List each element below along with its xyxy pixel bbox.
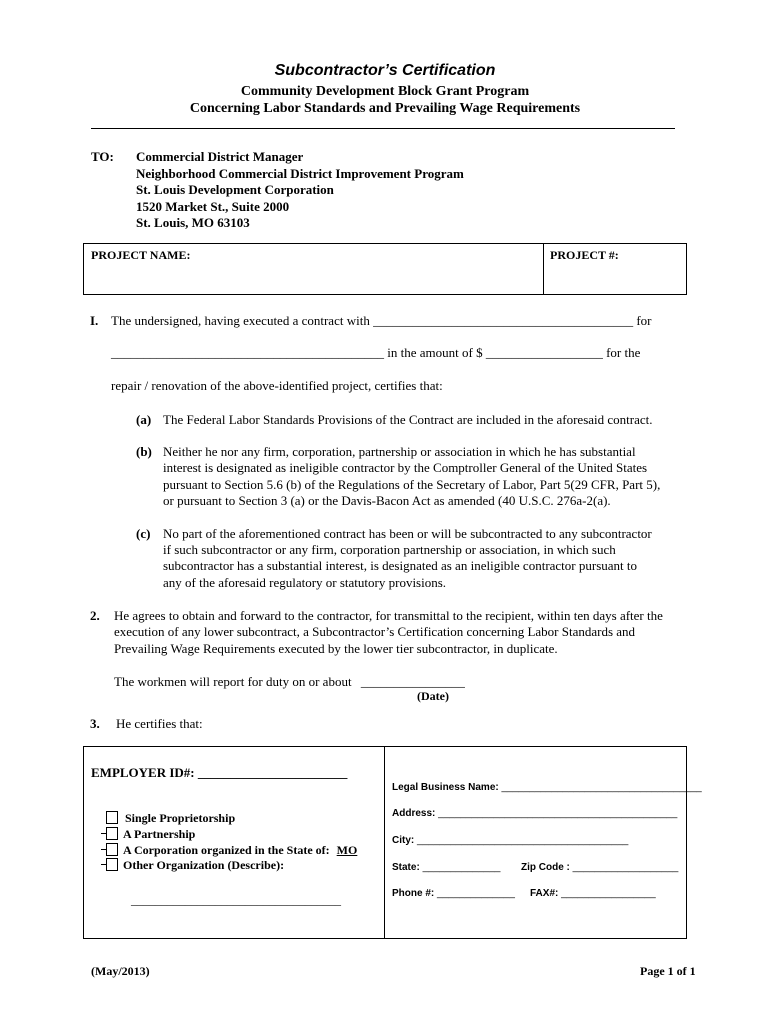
checkbox[interactable] — [106, 811, 118, 824]
checkbox[interactable] — [106, 827, 118, 840]
clause-c-line-1: No part of the aforementioned contract has been or will be subcontracted to any subcontractor — [163, 526, 652, 541]
employer-id-blank[interactable]: _______________________ — [197, 765, 348, 780]
section-1-line-2 — [111, 345, 640, 361]
clause-c-line-3: subcontractor has a substantial interest, is designated as an ineligible contractor pursuant to — [163, 558, 638, 573]
fax-blank[interactable]: _________________ — [561, 888, 656, 899]
option-label: Other Organization (Describe): — [123, 858, 285, 872]
state-blank[interactable]: ______________ — [422, 862, 501, 873]
page-title: Subcontractor’s Certification — [274, 62, 496, 79]
phone-field[interactable] — [392, 888, 515, 899]
clause-b-line-2: interest is designated as ineligible contractor by the Comptroller General of the United States — [163, 460, 648, 475]
zip-blank[interactable]: ___________________ — [572, 862, 679, 873]
clause-b-line-1: Neither he nor any firm, corporation, partnership or association in which he has substantial — [163, 444, 636, 459]
section-2-line-3: Prevailing Wage Requirements executed by the lower tier subcontractor, in duplicate. — [114, 641, 558, 656]
checkbox[interactable] — [106, 858, 118, 871]
address-blank[interactable]: ___________________________________________ — [438, 808, 678, 819]
work-description-blank[interactable]: __________________________________________ — [111, 345, 384, 360]
option-partnership[interactable] — [101, 827, 195, 842]
project-name-label[interactable]: PROJECT NAME: — [91, 248, 191, 262]
section-1-line-1 — [111, 313, 652, 329]
option-other-organization[interactable] — [101, 858, 284, 873]
option-label: Single Proprietorship — [125, 811, 236, 825]
to-line-1: Commercial District Manager — [136, 149, 304, 164]
legal-name-label: Legal Business Name: — [392, 782, 499, 793]
city-field[interactable] — [392, 835, 628, 846]
for-text: for — [636, 313, 652, 328]
to-line-5: St. Louis, MO 63103 — [136, 215, 250, 230]
clause-c-label: (c) — [136, 526, 151, 541]
city-blank[interactable]: ______________________________________ — [417, 835, 629, 846]
report-date-blank[interactable]: ________________ — [360, 674, 465, 689]
to-line-4: 1520 Market St., Suite 2000 — [136, 199, 290, 214]
phone-blank[interactable]: ______________ — [437, 888, 515, 899]
fax-label: FAX#: — [530, 888, 559, 899]
workmen-line — [114, 674, 465, 690]
option-label: A Partnership — [123, 827, 196, 841]
option-label: A Corporation organized in the State of: — [123, 843, 330, 857]
zip-field[interactable] — [521, 862, 678, 873]
employer-box-divider — [384, 746, 385, 939]
project-number-label[interactable]: PROJECT #: — [550, 248, 619, 262]
legal-name-blank[interactable]: ____________________________________ — [501, 782, 702, 793]
to-line-3: St. Louis Development Corporation — [136, 182, 334, 197]
contractor-name-blank[interactable]: ________________________________________ — [373, 313, 634, 328]
date-caption: (Date) — [417, 689, 449, 703]
section-3-text: He certifies that: — [116, 716, 203, 731]
clause-b-line-3: pursuant to Section 5.6 (b) of the Regulations of the Secretary of Labor, Part 5(29 CFR, Part 5), — [163, 477, 661, 492]
state-label: State: — [392, 862, 420, 873]
program-subtitle: Community Development Block Grant Program — [240, 84, 530, 99]
clause-b-label: (b) — [136, 444, 152, 459]
workmen-text: The workmen will report for duty on or about — [114, 674, 352, 689]
clause-c-line-4: any of the aforesaid regulatory or statutory provisions. — [163, 575, 447, 590]
for-the-text: for the — [606, 345, 641, 360]
clause-a-text: The Federal Labor Standards Provisions of the Contract are included in the aforesaid contract. — [163, 412, 653, 427]
header-divider — [91, 128, 675, 129]
phone-label: Phone #: — [392, 888, 435, 899]
amount-blank[interactable]: __________________ — [485, 345, 603, 360]
fax-field[interactable] — [530, 888, 656, 899]
section-1-number: I. — [90, 313, 99, 328]
clause-b-line-4: or pursuant to Section 3 (a) or the Davis-Bacon Act as amended (40 U.S.C. 276a-2(a). — [163, 493, 611, 508]
project-table-divider — [543, 243, 544, 295]
amount-text: in the amount of $ — [387, 345, 483, 360]
city-label: City: — [392, 835, 415, 846]
checkbox[interactable] — [106, 843, 118, 856]
to-line-2: Neighborhood Commercial District Improvement Program — [136, 166, 464, 181]
requirements-subtitle: Concerning Labor Standards and Prevailing Wage Requirements — [189, 101, 581, 116]
to-label: TO: — [91, 149, 114, 164]
section-2-line-2: execution of any lower subcontract, a Subcontractor’s Certification concerning Labor Standards and — [114, 624, 636, 639]
section-2-line-1: He agrees to obtain and forward to the contractor, for transmittal to the recipient, within ten days after the — [114, 608, 663, 623]
legal-name-field[interactable] — [392, 782, 702, 793]
contract-with-text: The undersigned, having executed a contract with — [111, 313, 370, 328]
corporation-state-value[interactable]: MO — [336, 843, 358, 857]
clause-a-label: (a) — [136, 412, 152, 427]
describe-blank[interactable]: ___________________________________ — [131, 893, 341, 907]
footer-page-number: Page 1 of 1 — [640, 964, 696, 978]
option-sole-proprietorship[interactable] — [106, 811, 235, 826]
section-3-number: 3. — [90, 716, 100, 731]
state-field[interactable] — [392, 862, 500, 873]
zip-label: Zip Code : — [521, 862, 570, 873]
employer-id-label: EMPLOYER ID#: — [91, 765, 195, 780]
clause-c-line-2: if such subcontractor or any firm, corporation partnership or association, in which such — [163, 542, 616, 557]
address-label: Address: — [392, 808, 436, 819]
employer-id-line — [91, 765, 347, 781]
address-field[interactable] — [392, 808, 677, 819]
section-2-number: 2. — [90, 608, 100, 623]
footer-date: (May/2013) — [91, 964, 150, 978]
section-1-line-3: repair / renovation of the above-identified project, certifies that: — [111, 378, 443, 393]
option-corporation[interactable] — [101, 843, 357, 858]
